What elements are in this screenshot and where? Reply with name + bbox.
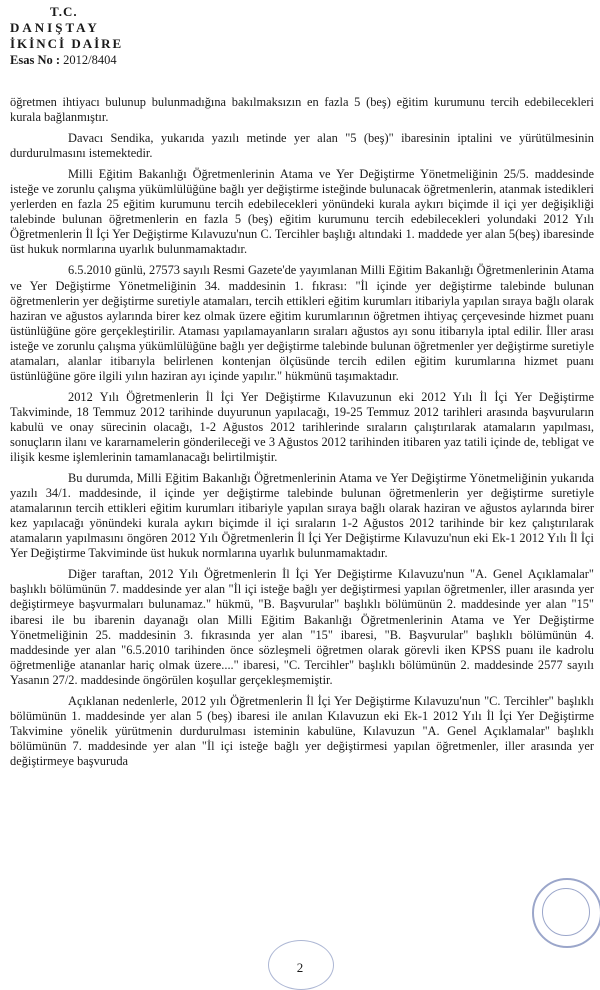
paragraph: Diğer taraftan, 2012 Yılı Öğretmenlerin İl İçi Yer Değiştirme Kılavuzu'nun "A. Genel Açıklamalar" başlıklı bölümünün 7. maddesinde yer alan "İl içi isteğe bağlı yer değiştirmesi yapılan öğretmenler, iller arasında yer değiştirmeye başvurmaları bulunamaz." hükmü, "B. Başvurular" başlıklı bölümünün 2. maddesinde yer alan "15" ibaresi ile bu ibarenin dayanağı olan Milli Eğitim Bakanlığı Öğretmenlerinin Atama ve Yer Değiştirme Yönetmeliğinin 25. maddesinin 3. fıkrasında yer alan "15" ibaresi, "B. Başvurular" başlıklı bölümünün 4. maddesinde yer alan "6.5.2010 tarihinden önce sözleşmeli öğretmen olarak görevli iken KPSS puanı ile kadrolu öğretmenliğe atananlar hariç olmak üzere...." ibaresi, "C. Tercihler" başlıklı bölümünün 2. maddesinde 2577 sayılı Yasanın 27/2. maddesinde öngörülen koşullar gerçekleşmemiştir. xyxy=(10,567,594,687)
document-body xyxy=(10,95,594,775)
paragraph: Bu durumda, Milli Eğitim Bakanlığı Öğretmenlerinin Atama ve Yer Değiştirme Yönetmeliğinin yukarıda yazılı 34/1. maddesinde, il içinde yer değiştirme talebinde bulunan öğretmenlerin yer değiştirme suretiyle atamalarının tercih ettikleri eğitim kurumları itibariyle yapılan sıraya bağlı olarak haziran ve ağustos aylarında birer kez yapılacağı yönündeki kurala aykırı biçimde il içi sıraların 1-2 Ağustos 2012 tarihinde bir kez çalıştırılarak atamaların yapılmasını öngören 2012 Yılı Öğretmenlerin İl İçi Yer Değiştirme Kılavuzu'nun eki Ek-1 2012 Yılı İl İçi Yer Değiştirme Takviminde üst hukuk normlarına uyarlık bulunmamaktadır. xyxy=(10,471,594,561)
seal-inner-ring xyxy=(542,888,590,936)
case-number xyxy=(10,52,123,68)
paragraph: Açıklanan nedenlerle, 2012 yılı Öğretmenlerin İl İçi Yer Değiştirme Kılavuzu'nun "C. Tercihler" başlıklı bölümünün 1. maddesinde yer alan 5 (beş) ibaresi ile anılan Kılavuzun eki Ek-1 2012 Yılı İl İçi Yer Değiştirme Takvimine yönelik yürütmenin durdurulması isteminin kabulüne, Kılavuzun "A. Genel Açıklamalar" başlıklı bölümünün 7. maddesinde yer alan "İl içi isteğe bağlı yer değiştirmesi yapılan öğretmenler, iller arasında yer değiştirmeye başvuruda xyxy=(10,693,594,768)
page-number: 2 xyxy=(296,960,304,975)
case-number-label: Esas No : xyxy=(10,53,61,67)
paragraph: Milli Eğitim Bakanlığı Öğretmenlerinin Atama ve Yer Değiştirme Yönetmeliğinin 25/5. maddesinde isteğe ve zorunlu çalışma yükümlülüğüne bağlı yer değiştirme isteğinde bulunacak öğretmenlerin, atanmak istedikleri yerlerden en fazla 25 eğitim kurumunu tercih edebilecekleri yönündeki kurala aykırı biçimde il içi yer değişikliği talebinde bulunan öğretmenlerin en fazla 5 (beş) eğitim kurumunu tercih edebilecekleri yolundaki 2012 Yılı Öğretmenlerin İl İçi Yer Değiştirme Kılavuzu'nun C. Tercihler başlığı altındaki 1. maddede yer alan 5(beş) ibaresinde üst hukuk normlarına uyarlık bulunmamaktadır. xyxy=(10,167,594,257)
document-header xyxy=(10,4,123,68)
paragraph: öğretmen ihtiyacı bulunup bulunmadığına bakılmaksızın en fazla 5 (beş) eğitim kurumunu tercih edebilecekleri kurala bağlanmıştır. xyxy=(10,95,594,125)
header-department: İKİNCİ DAİRE xyxy=(10,36,124,51)
case-number-value: 2012/8404 xyxy=(63,53,117,67)
paragraph: Davacı Sendika, yukarıda yazılı metinde yer alan "5 (beş)" ibaresinin iptalini ve yürütülmesinin durdurulmasını istemektedir. xyxy=(10,131,594,161)
paragraph: 6.5.2010 günlü, 27573 sayılı Resmi Gazete'de yayımlanan Milli Eğitim Bakanlığı Öğretmenlerinin Atama ve Yer Değiştirme Yönetmeliğinin 34. maddesinin 1. fıkrası: "İl içinde yer değiştirme talebinde bulunan öğretmenlerin yer değiştirme suretiyle atamaları, tercih ettikleri eğitim kurumları itibariyla yapılan sıraya bağlı olarak haziran ve ağustos aylarında birer kez olmak üzere eğitim kurumlarının öğretmen ihtiyaç çerçevesinde hizmet puanı üstünlüğüne göre gerçekleştirilir. Ataması yapılamayanların sıraları ağustos ayı sonu itibarıyla iptal edilir. İller arası isteğe ve zorunlu çalışma yükümlülüğüne bağlı yer değiştirme talebinde bulunan öğretmenler yer değiştirme suretiyle atamaları, alanlar itibarıyla belirlenen kontenjan ölçüsünde tercih edilen eğitim kurumlarına hizmet puanı üstünlüğüne göre ilgili yılın haziran ayı içinde yapılır." hükmünü taşımaktadır. xyxy=(10,263,594,383)
paragraph: 2012 Yılı Öğretmenlerin İl İçi Yer Değiştirme Kılavuzunun eki 2012 Yılı İl İçi Yer Değiştirme Takviminde, 18 Temmuz 2012 tarihinde duyurunun yapılacağı, 19-25 Temmuz 2012 tarihleri arasında başvuruların kabulü ve onay sürecinin olacağı, 1-2 Ağustos 2012 tarihlerinde sıraların çalıştırılarak atamaların yapılması, sonuçların ilanı ve kararnamelerin gönderileceği ve 3 Ağustos 2012 tarihinden itibaren yaz tatili içinde de, tebligat ve ilişik kesme işlemlerinin tamamlanacağı belirtilmiştir. xyxy=(10,389,594,465)
official-seal-stamp xyxy=(532,878,600,948)
header-tc: T.C. xyxy=(50,4,78,19)
header-organization: DANIŞTAY xyxy=(10,20,100,35)
